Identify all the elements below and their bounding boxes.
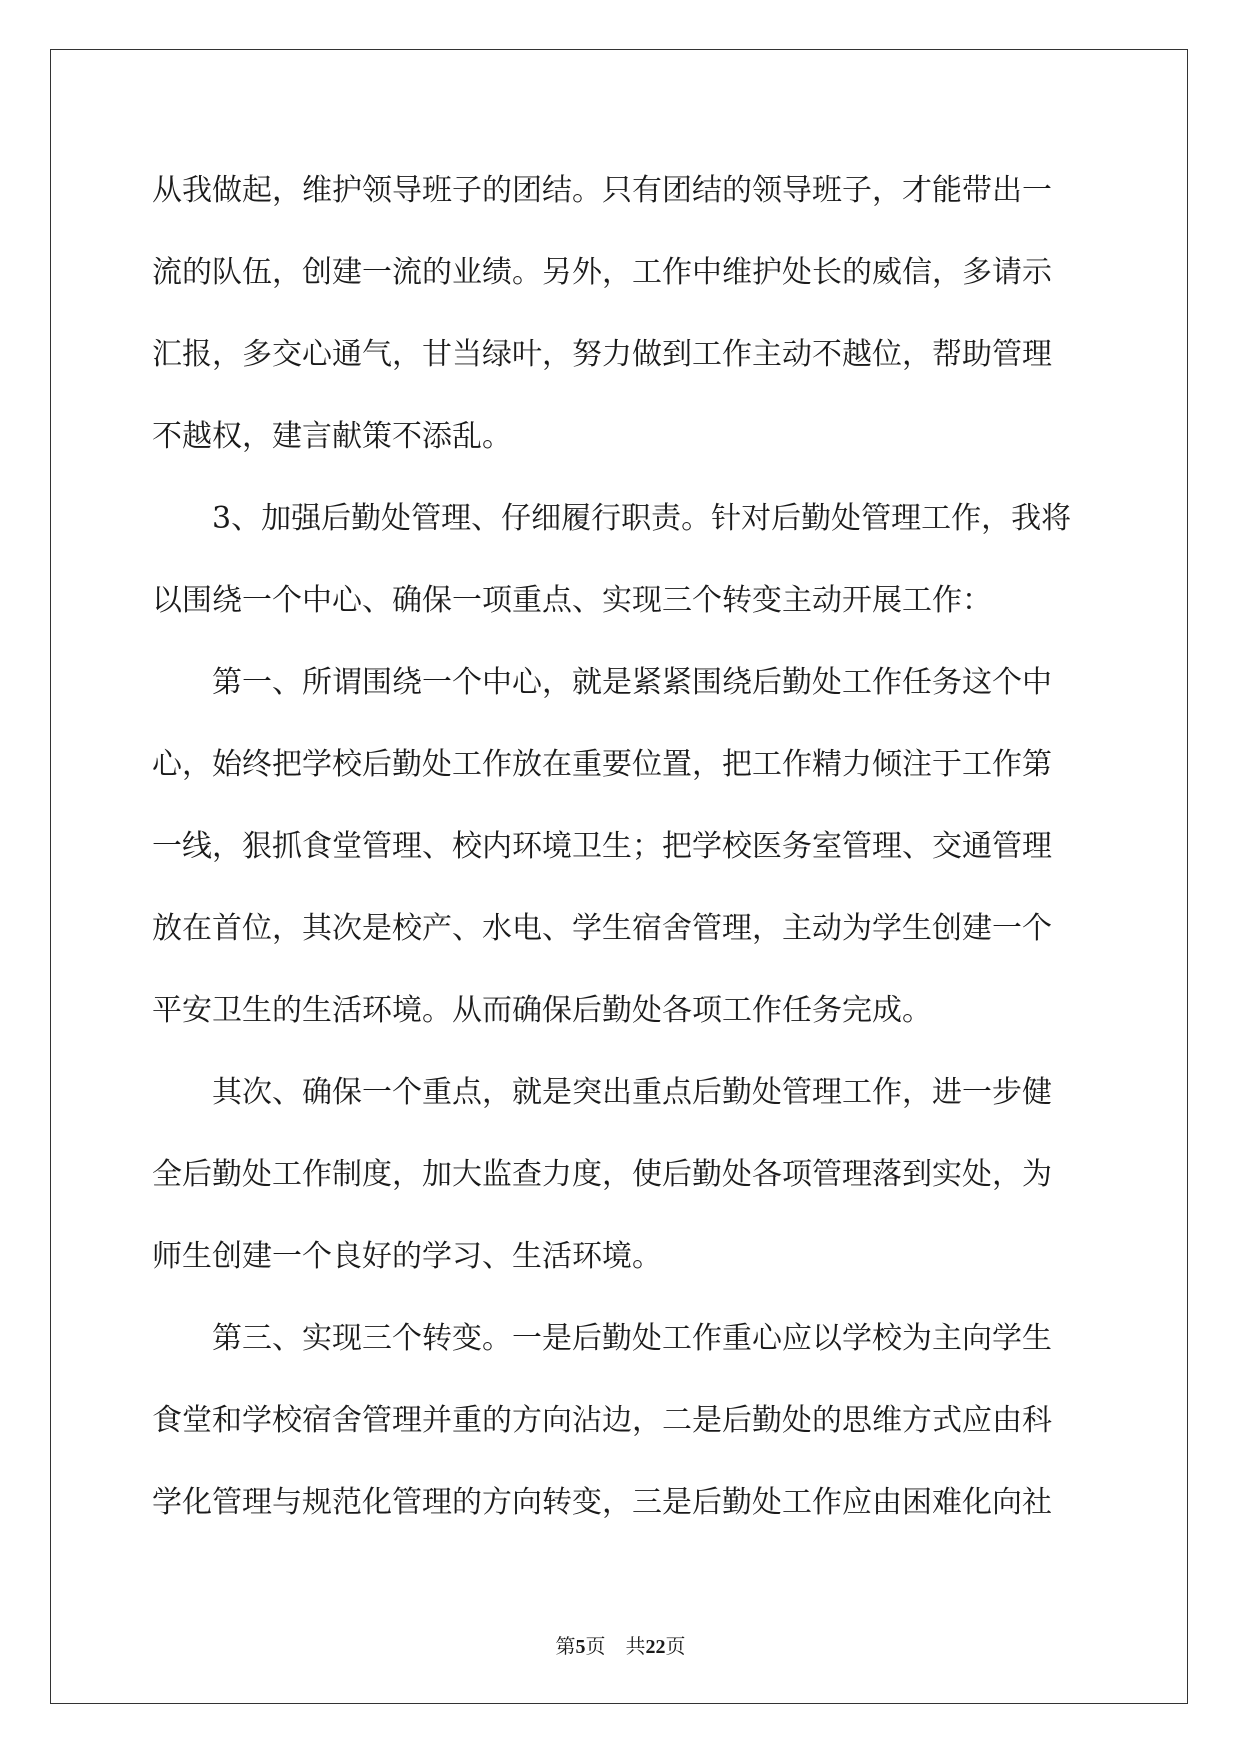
text-line: 其次、确保一个重点，就是突出重点后勤处管理工作，进一步健: [152, 1075, 1052, 1110]
text-line: 从我做起，维护领导班子的团结。只有团结的领导班子，才能带出一: [152, 173, 1052, 208]
text-line: 学化管理与规范化管理的方向转变，三是后勤处工作应由困难化向社: [152, 1485, 1052, 1520]
text-line: 以围绕一个中心、确保一项重点、实现三个转变主动开展工作：: [152, 583, 992, 618]
document-body: [152, 150, 1092, 1544]
text-line: 汇报，多交心通气，甘当绿叶，努力做到工作主动不越位，帮助管理: [152, 337, 1052, 372]
footer-page-suffix: 页: [585, 1636, 606, 1658]
text-line: 平安卫生的生活环境。从而确保后勤处各项工作任务完成。: [152, 993, 932, 1028]
current-page-number: 5: [575, 1636, 586, 1658]
text-line: 心，始终把学校后勤处工作放在重要位置，把工作精力倾注于工作第: [152, 747, 1052, 782]
text-line: 师生创建一个良好的学习、生活环境。: [152, 1239, 662, 1274]
page-footer: [0, 1630, 1241, 1659]
text-line: 第一、所谓围绕一个中心，就是紧紧围绕后勤处工作任务这个中: [152, 665, 1052, 700]
footer-prefix: 第: [555, 1636, 576, 1658]
footer-total-suffix: 页: [665, 1636, 686, 1658]
total-page-count: 22: [645, 1636, 666, 1658]
text-line: 全后勤处工作制度，加大监查力度，使后勤处各项管理落到实处，为: [152, 1157, 1052, 1192]
text-line: 流的队伍，创建一流的业绩。另外，工作中维护处长的威信，多请示: [152, 255, 1052, 290]
text-line: 不越权，建言献策不添乱。: [152, 419, 512, 454]
text-line: 一线，狠抓食堂管理、校内环境卫生；把学校医务室管理、交通管理: [152, 829, 1052, 864]
text-line: 放在首位，其次是校产、水电、学生宿舍管理，主动为学生创建一个: [152, 911, 1052, 946]
text-line: 第三、实现三个转变。一是后勤处工作重心应以学校为主向学生: [152, 1321, 1052, 1356]
text-line: 食堂和学校宿舍管理并重的方向沾边，二是后勤处的思维方式应由科: [152, 1403, 1052, 1438]
footer-total-prefix: 共: [625, 1636, 646, 1658]
text-line: 3、加强后勤处管理、仔细履行职责。针对后勤处管理工作，我将: [152, 501, 1072, 536]
